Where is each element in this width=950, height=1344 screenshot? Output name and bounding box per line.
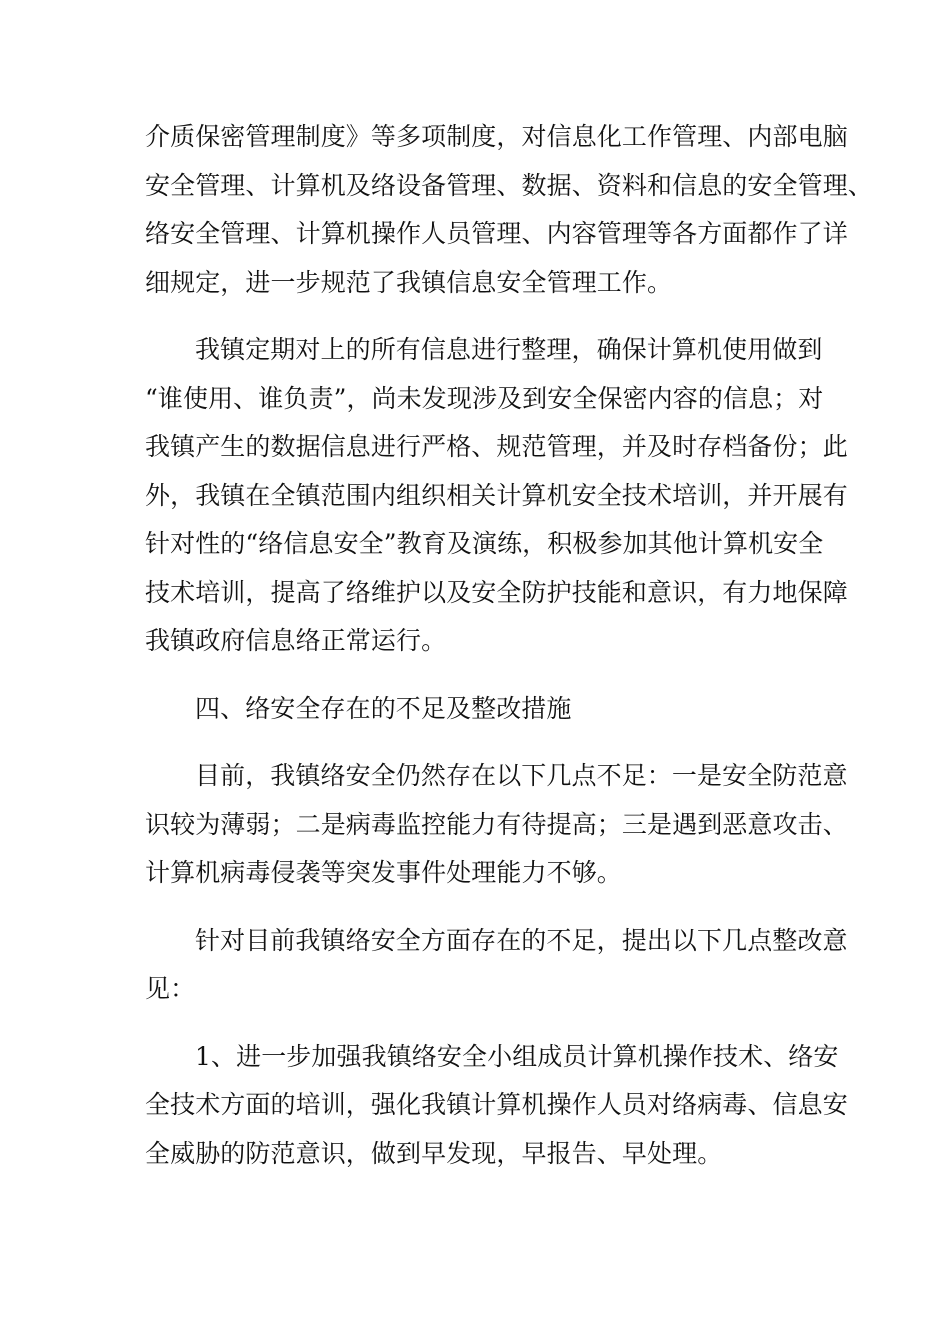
text-line: 1、进一步加强我镇络安全小组成员计算机操作技术、络安 bbox=[195, 1041, 839, 1071]
text-line: 我镇定期对上的所有信息进行整理，确保计算机使用做到 bbox=[195, 335, 823, 364]
paragraph-shortcomings bbox=[145, 752, 848, 898]
section-heading bbox=[145, 685, 810, 734]
text-line: 见： bbox=[145, 974, 196, 1003]
text-line: 识较为薄弱；二是病毒监控能力有待提高；三是遇到恶意攻击、 bbox=[145, 809, 848, 839]
text-line: “谁使用、谁负责”，尚未发现涉及到安全保密内容的信息；对 bbox=[145, 383, 824, 413]
text-line: 技术培训，提高了络维护以及安全防护技能和意识，有力地保障 bbox=[145, 577, 848, 607]
paragraph-policy-summary bbox=[145, 113, 873, 307]
text-line: 我镇政府信息络正常运行。 bbox=[145, 626, 447, 655]
paragraph-info-management bbox=[145, 326, 848, 666]
text-line: 全技术方面的培训，强化我镇计算机操作人员对络病毒、信息安 bbox=[145, 1090, 848, 1119]
text-line: 细规定，进一步规范了我镇信息安全管理工作。 bbox=[145, 267, 673, 297]
text-line: 计算机病毒侵袭等突发事件处理能力不够。 bbox=[145, 858, 622, 887]
paragraph-rectification-item-1 bbox=[145, 1033, 848, 1179]
text-line: 目前，我镇络安全仍然存在以下几点不足：一是安全防范意 bbox=[195, 761, 848, 790]
text-line: 针对性的“络信息安全”教育及演练，积极参加其他计算机安全 bbox=[145, 529, 824, 558]
text-line: 外，我镇在全镇范围内组织相关计算机安全技术培训，并开展有 bbox=[145, 480, 848, 510]
text-line: 我镇产生的数据信息进行严格、规范管理，并及时存档备份；此 bbox=[145, 432, 848, 461]
text-line: 介质保密管理制度》等多项制度，对信息化工作管理、内部电脑 bbox=[145, 122, 848, 151]
text-line: 络安全管理、计算机操作人员管理、内容管理等各方面都作了详 bbox=[145, 219, 848, 248]
text-line: 安全管理、计算机及络设备管理、数据、资料和信息的安全管理、 bbox=[145, 170, 873, 200]
paragraph-rectification-intro bbox=[145, 917, 848, 1014]
text-line: 针对目前我镇络安全方面存在的不足，提出以下几点整改意 bbox=[195, 925, 848, 955]
text-line: 全威胁的防范意识，做到早发现，早报告、早处理。 bbox=[145, 1138, 723, 1168]
section-heading-text: 四、络安全存在的不足及整改措施 bbox=[195, 693, 572, 723]
document-body bbox=[145, 113, 873, 1178]
